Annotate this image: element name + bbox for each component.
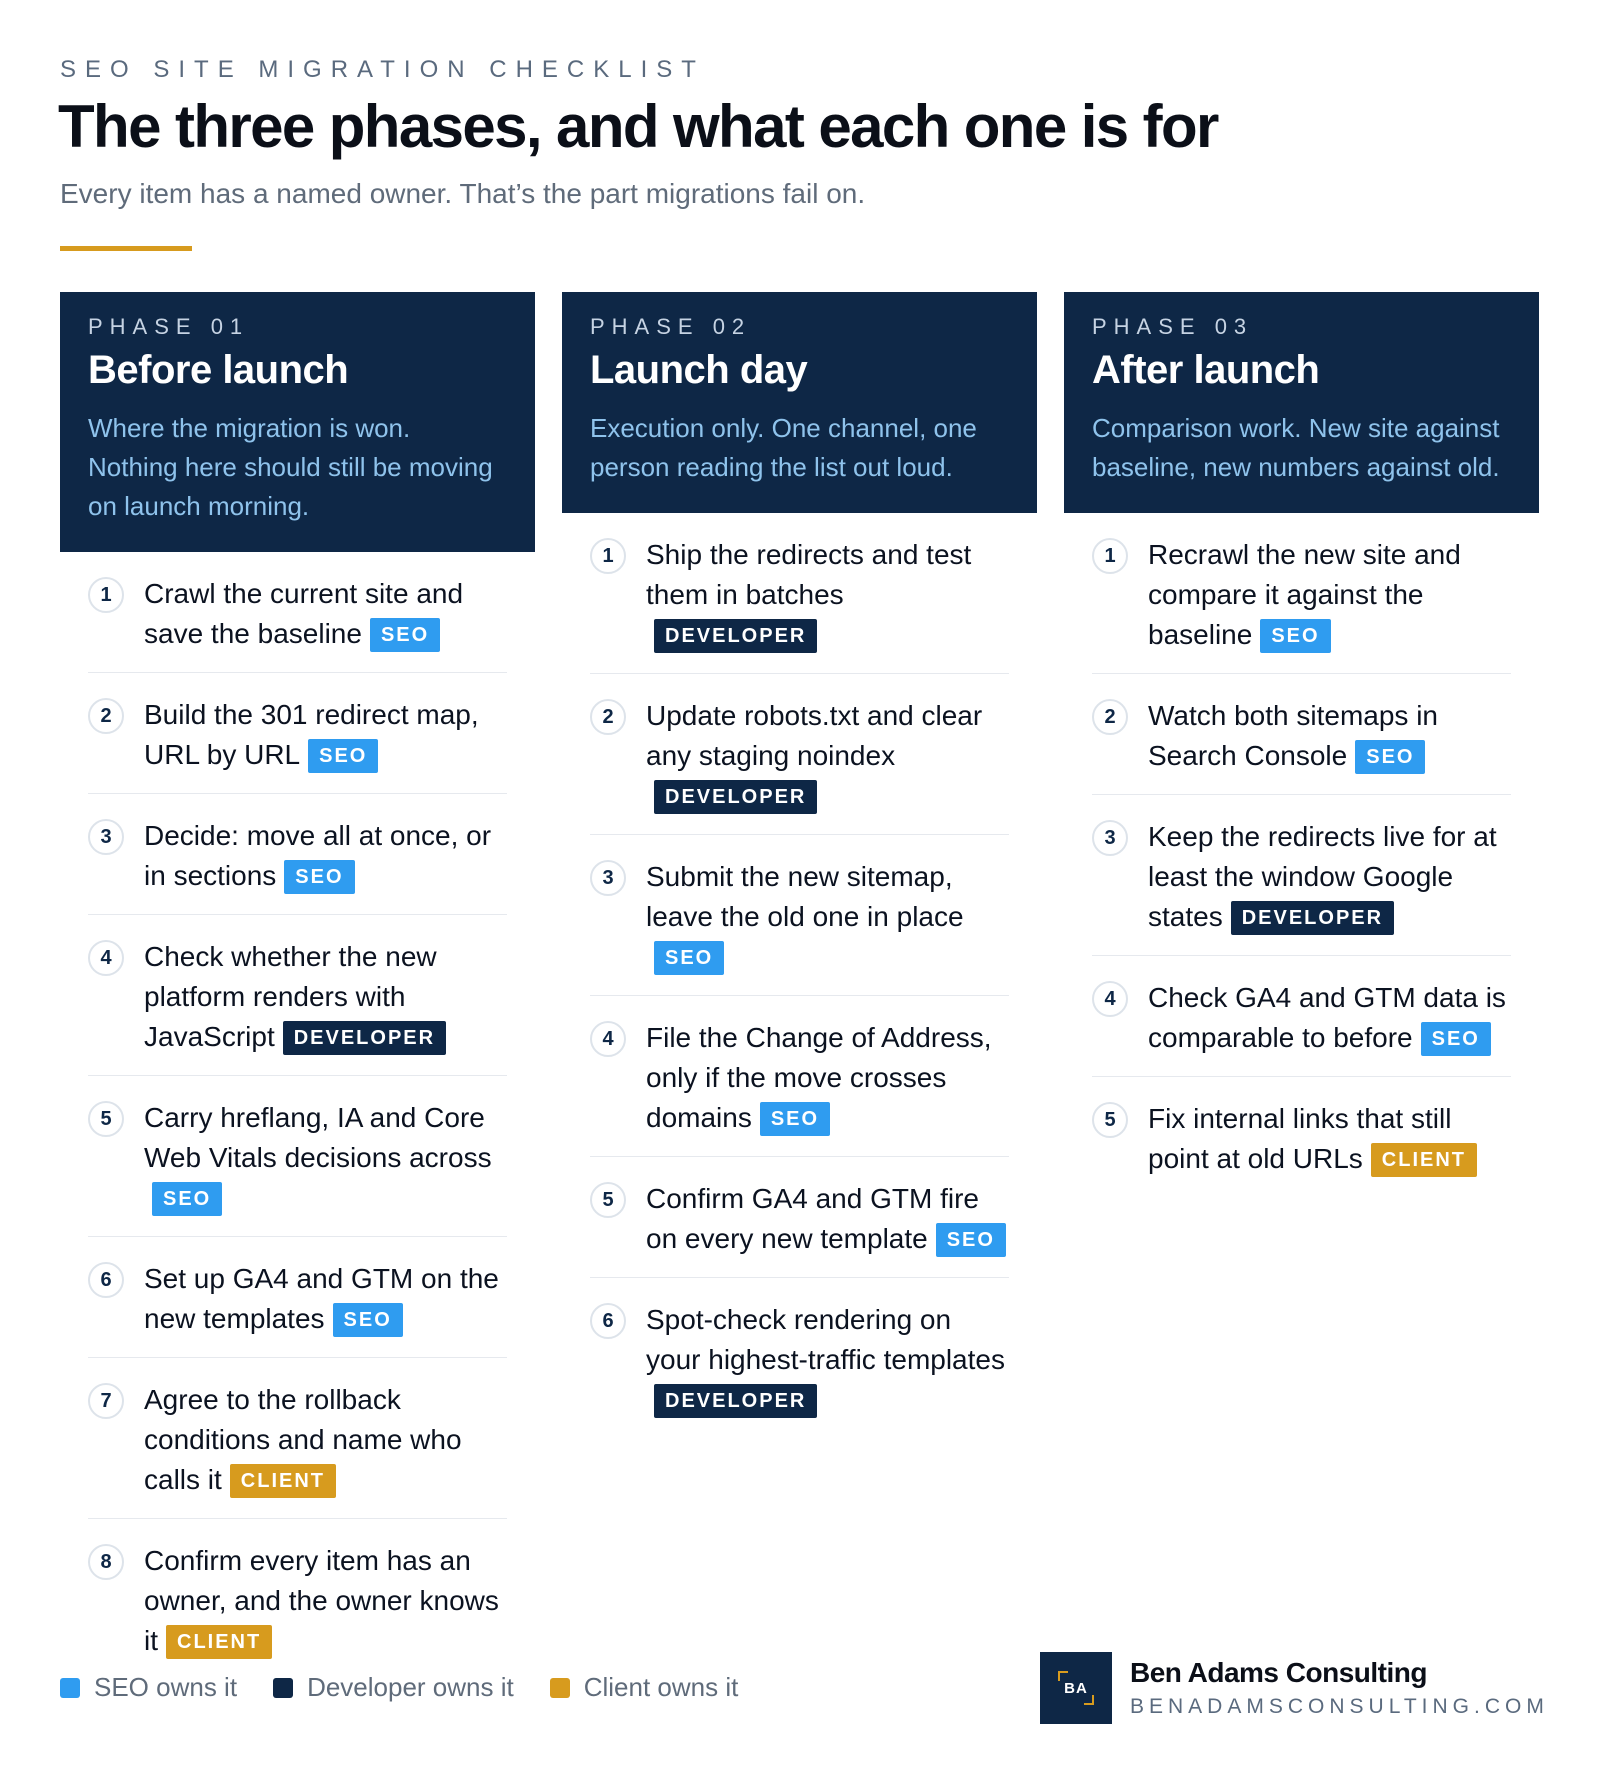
owner-tag: SEO: [1355, 740, 1425, 774]
owner-tag: DEVELOPER: [283, 1021, 446, 1055]
item-body: [144, 574, 507, 654]
item-body: [1148, 535, 1511, 655]
item-number: 3: [88, 819, 124, 855]
phase-items: [60, 552, 535, 1679]
item-text: Confirm every item has an owner, and the owner knows it: [144, 1545, 499, 1656]
owner-tag: CLIENT: [230, 1464, 336, 1498]
logo-corner-icon: [1084, 1695, 1094, 1705]
checklist-item: [1092, 795, 1511, 956]
subtitle: Every item has a named owner. That’s the part migrations fail on.: [60, 178, 866, 209]
item-text: Crawl the current site and save the baseline: [144, 578, 464, 649]
checklist-item: [590, 835, 1009, 996]
brand-url: BENADAMSCONSULTING.COM: [1130, 1695, 1549, 1718]
phase-title: Launch day: [590, 348, 808, 392]
eyebrow: SEO SITE MIGRATION CHECKLIST: [60, 56, 705, 83]
item-number: 7: [88, 1383, 124, 1419]
item-text: Ship the redirects and test them in batches: [646, 539, 972, 610]
checklist-item: [88, 1076, 507, 1237]
item-body: [646, 1300, 1009, 1420]
item-number: 6: [590, 1303, 626, 1339]
legend-label: Developer owns it: [307, 1672, 514, 1702]
checklist-item: [1092, 674, 1511, 795]
phase-title: Before launch: [88, 348, 349, 392]
item-text: Check whether the new platform renders with JavaScript: [144, 941, 437, 1052]
item-body: [144, 1259, 507, 1339]
item-text: Confirm GA4 and GTM fire on every new template: [646, 1183, 979, 1254]
item-body: [144, 1098, 507, 1218]
phase-label: PHASE 02: [590, 314, 752, 339]
item-number: 6: [88, 1262, 124, 1298]
owner-tag: SEO: [1260, 619, 1330, 653]
checklist-item: [88, 915, 507, 1076]
item-number: 1: [590, 538, 626, 574]
checklist-item: [88, 1358, 507, 1519]
checklist-item: [88, 552, 507, 673]
item-number: 3: [1092, 820, 1128, 856]
checklist-item: [590, 1157, 1009, 1278]
item-body: [1148, 978, 1511, 1058]
item-number: 1: [88, 577, 124, 613]
brand-logo: [1040, 1652, 1112, 1724]
legend-item: [273, 1672, 514, 1703]
item-body: [646, 1018, 1009, 1138]
checklist-item: [590, 996, 1009, 1157]
item-body: [144, 816, 507, 896]
item-number: 2: [1092, 699, 1128, 735]
item-number: 5: [590, 1182, 626, 1218]
checklist-item: [590, 513, 1009, 674]
item-text: Check GA4 and GTM data is comparable to before: [1148, 982, 1506, 1053]
checklist-item: [1092, 956, 1511, 1077]
phase-items: [562, 513, 1037, 1438]
phase-title: After launch: [1092, 348, 1320, 392]
item-number: 5: [88, 1101, 124, 1137]
item-text: Keep the redirects live for at least the window Google states: [1148, 821, 1497, 932]
owner-tag: SEO: [370, 618, 440, 652]
item-body: [1148, 696, 1511, 776]
owner-tag: DEVELOPER: [1231, 901, 1394, 935]
legend-swatch-icon: [550, 1678, 570, 1698]
item-text: Set up GA4 and GTM on the new templates: [144, 1263, 499, 1334]
legend-label: SEO owns it: [94, 1672, 238, 1702]
item-text: Decide: move all at once, or in sections: [144, 820, 492, 891]
page-title: The three phases, and what each one is for: [58, 93, 1218, 160]
brand-block: [1040, 1652, 1549, 1724]
phase-header: [60, 292, 535, 552]
legend-swatch-icon: [60, 1678, 80, 1698]
item-number: 4: [590, 1021, 626, 1057]
item-number: 8: [88, 1544, 124, 1580]
item-text: Spot-check rendering on your highest-traffic templates: [646, 1304, 1005, 1375]
phase-column-1: [60, 292, 535, 1679]
item-text: Agree to the rollback conditions and name who calls it: [144, 1384, 462, 1495]
item-text: Fix internal links that still point at old URLs: [1148, 1103, 1452, 1174]
checklist-item: [1092, 1077, 1511, 1197]
owner-tag: SEO: [152, 1182, 222, 1216]
accent-rule: [60, 246, 192, 251]
item-text: Build the 301 redirect map, URL by URL: [144, 699, 479, 770]
item-number: 2: [88, 698, 124, 734]
item-body: [646, 535, 1009, 655]
item-body: [144, 1380, 507, 1500]
item-number: 4: [1092, 981, 1128, 1017]
logo-text: BA: [1064, 1679, 1088, 1697]
legend: [60, 1672, 774, 1703]
phase-items: [1064, 513, 1539, 1197]
owner-tag: CLIENT: [166, 1625, 272, 1659]
checklist-item: [590, 1278, 1009, 1438]
legend-item: [60, 1672, 237, 1703]
item-text: File the Change of Address, only if the move crosses domains: [646, 1022, 992, 1133]
owner-tag: SEO: [936, 1223, 1006, 1257]
owner-tag: SEO: [654, 941, 724, 975]
item-text: Submit the new sitemap, leave the old one in place: [646, 861, 964, 932]
item-body: [1148, 1099, 1511, 1179]
item-body: [144, 1541, 507, 1661]
legend-swatch-icon: [273, 1678, 293, 1698]
legend-item: [550, 1672, 739, 1703]
phase-label: PHASE 01: [88, 314, 250, 339]
item-number: 3: [590, 860, 626, 896]
phase-description: Comparison work. New site against baseline, new numbers against old.: [1092, 413, 1500, 482]
phase-description: Where the migration is won. Nothing here should still be moving on launch morning.: [88, 413, 493, 521]
item-text: Carry hreflang, IA and Core Web Vitals decisions across: [144, 1102, 492, 1173]
item-number: 5: [1092, 1102, 1128, 1138]
item-body: [646, 1179, 1009, 1259]
owner-tag: DEVELOPER: [654, 619, 817, 653]
phase-header: [562, 292, 1037, 513]
checklist-item: [88, 673, 507, 794]
phase-header: [1064, 292, 1539, 513]
item-number: 1: [1092, 538, 1128, 574]
brand-text: [1130, 1657, 1549, 1719]
phase-column-2: [562, 292, 1037, 1438]
checklist-item: [88, 1519, 507, 1679]
logo-corner-icon: [1058, 1671, 1068, 1681]
item-text: Recrawl the new site and compare it against the baseline: [1148, 539, 1461, 650]
owner-tag: SEO: [1421, 1022, 1491, 1056]
item-body: [1148, 817, 1511, 937]
brand-name: Ben Adams Consulting: [1130, 1657, 1427, 1688]
legend-label: Client owns it: [583, 1672, 739, 1702]
owner-tag: SEO: [284, 860, 354, 894]
owner-tag: SEO: [308, 739, 378, 773]
owner-tag: DEVELOPER: [654, 1384, 817, 1418]
owner-tag: DEVELOPER: [654, 780, 817, 814]
item-body: [646, 857, 1009, 977]
phase-description: Execution only. One channel, one person reading the list out loud.: [590, 413, 977, 482]
item-body: [144, 695, 507, 775]
checklist-item: [590, 674, 1009, 835]
phase-column-3: [1064, 292, 1539, 1197]
item-number: 4: [88, 940, 124, 976]
item-body: [646, 696, 1009, 816]
checklist-item: [1092, 513, 1511, 674]
owner-tag: SEO: [333, 1303, 403, 1337]
item-number: 2: [590, 699, 626, 735]
item-text: Update robots.txt and clear any staging noindex: [646, 700, 983, 771]
checklist-item: [88, 1237, 507, 1358]
owner-tag: SEO: [760, 1102, 830, 1136]
owner-tag: CLIENT: [1371, 1143, 1477, 1177]
item-text: Watch both sitemaps in Search Console: [1148, 700, 1438, 771]
phase-label: PHASE 03: [1092, 314, 1254, 339]
checklist-item: [88, 794, 507, 915]
item-body: [144, 937, 507, 1057]
